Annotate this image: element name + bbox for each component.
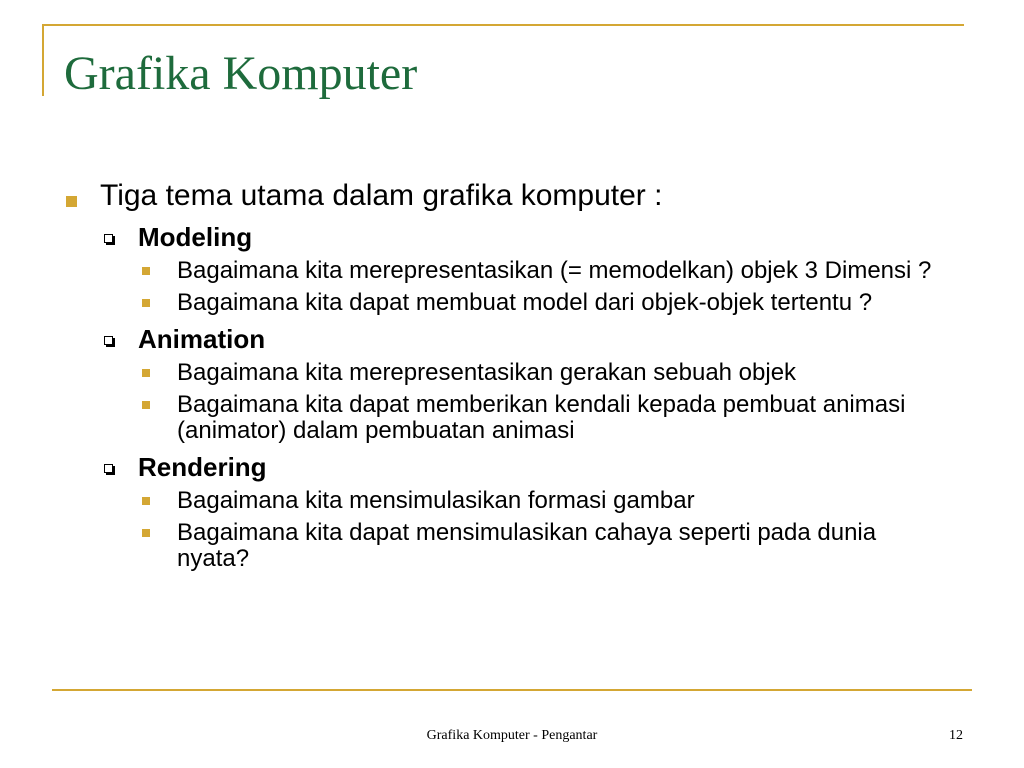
theme-point-text: Bagaimana kita mensimulasikan formasi gambar — [177, 487, 695, 514]
square-bullet-icon — [142, 267, 150, 275]
theme-heading: Animation — [138, 324, 266, 354]
slide-content — [60, 178, 960, 572]
theme-point — [60, 520, 940, 572]
theme-point — [60, 258, 940, 284]
theme-point-text: Bagaimana kita dapat mensimulasikan cahaya seperti pada dunia nyata? — [177, 519, 877, 572]
square-bullet-icon — [142, 299, 150, 307]
square-bullet-icon — [66, 196, 77, 207]
main-point — [60, 178, 960, 214]
main-point-text: Tiga tema utama dalam grafika komputer : — [100, 179, 663, 212]
square-bullet-icon — [142, 497, 150, 505]
theme-point-text: Bagaimana kita merepresentasikan (= memodelkan) objek 3 Dimensi ? — [177, 257, 932, 284]
hollow-square-bullet-icon — [104, 336, 113, 345]
theme-point-text: Bagaimana kita merepresentasikan gerakan sebuah objek — [177, 359, 797, 386]
slide-title: Grafika Komputer — [64, 47, 418, 100]
square-bullet-icon — [142, 369, 150, 377]
page-number: 12 — [949, 728, 963, 743]
theme-heading: Rendering — [138, 452, 267, 482]
theme-point — [60, 360, 940, 386]
hollow-square-bullet-icon — [104, 234, 113, 243]
theme-point — [60, 392, 940, 444]
theme-point-text: Bagaimana kita dapat memberikan kendali kepada pembuat animasi (animator) dalam pembuatan animasi — [177, 391, 906, 444]
theme-animation — [60, 324, 960, 354]
theme-point — [60, 290, 940, 316]
theme-modeling — [60, 222, 960, 252]
theme-heading: Modeling — [138, 222, 253, 252]
square-bullet-icon — [142, 401, 150, 409]
hollow-square-bullet-icon — [104, 464, 113, 473]
theme-point — [60, 488, 940, 514]
footer-text: Grafika Komputer - Pengantar — [426, 728, 598, 743]
left-frame-line — [42, 24, 44, 96]
footer-divider — [52, 689, 972, 691]
theme-rendering — [60, 452, 960, 482]
top-frame-line — [42, 24, 964, 26]
theme-point-text: Bagaimana kita dapat membuat model dari objek-objek tertentu ? — [177, 289, 873, 316]
square-bullet-icon — [142, 529, 150, 537]
